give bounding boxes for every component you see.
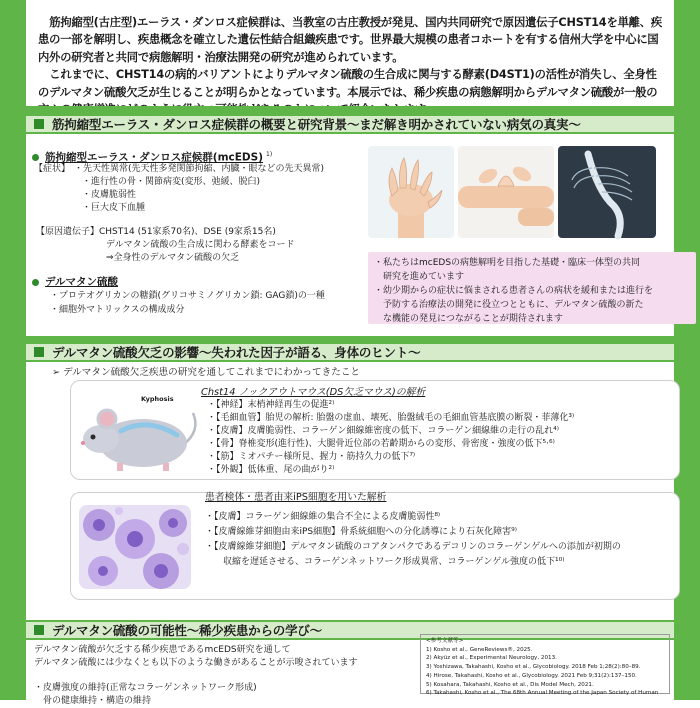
section-potential [26, 620, 674, 706]
knockout-mouse-card [70, 380, 680, 480]
cell-finding: ・【皮膚線維芽細胞由来iPS細胞】骨系統細胞への分化誘導により石灰化障害⁹⁾ [205, 527, 517, 537]
cell-finding: ・【皮膚】コラーゲン細線維の集合不全による皮膚脆弱性⁸⁾ [205, 512, 441, 522]
aim-line: 予防する治療法の開発に役立つとともに、デルマタン硫酸の新た [374, 300, 644, 310]
mouse-finding: ・【外観】低体重、尾の曲がり²⁾ [207, 465, 335, 475]
causal-gene-line: 【原因遺伝子】CHST14 (51家系70名)、DSE (9家系15名) [36, 227, 276, 237]
bullet-dot-icon [32, 154, 39, 161]
spine-xray-illustration [558, 146, 656, 238]
summary-line: デルマタン硫酸には少なくとも以下のような働きがあることが示唆されています [34, 658, 358, 668]
potential-item: ・皮膚強度の維持(正常なコラーゲンネットワーク形成) [34, 683, 257, 693]
mouse-finding: ・【筋】ミオパチー様所見、握力・筋持久力の低下⁷⁾ [207, 452, 416, 462]
cell-finding: 収縮を遅延させる、コラーゲンネットワーク形成異常、コラーゲンゲル強度の低下¹⁰⁾ [205, 557, 565, 567]
mouse-card-title: Chst14 ノックアウトマウス(DS欠乏マウス)の解析 [201, 387, 426, 398]
section-subtitle: ➢ デルマタン硫酸欠乏疾患の研究を通してこれまでにわかってきたこと [52, 367, 361, 378]
reference-item: 4) Hirose, Takahashi, Kosho et al., Glycobiology. 2021 Feb 9;31(2):137–150. [426, 672, 637, 679]
symptom-item: ・先天性異常(先天性多発関節拘縮、内臓・眼などの先天異常) [74, 164, 325, 174]
gene-description: デルマタン硫酸の生合成に関わる酵素をコード [106, 240, 295, 250]
bullet-dot-icon [32, 279, 39, 286]
aim-line: 研究を進めています [374, 272, 465, 282]
mouse-finding: ・【骨】脊椎変形(進行性)、大腿骨近位部の若齢期からの変形、骨密度・強度の低下⁵·⁶⁾ [207, 439, 555, 449]
aim-line: ・幼少期からの症状に悩まされる患者さんの病状を緩和または進行を [374, 286, 654, 296]
section-deficiency [26, 342, 674, 620]
cell-card-title: 患者検体・患者由来iPS細胞を用いた解析 [205, 492, 387, 503]
reference-item: 3) Yoshizawa, Takahashi, Kosho et al., Glycobiology. 2018 Feb 1;28(2):80–89. [426, 664, 641, 671]
reference-item: 5) Kosahara, Takahashi, Kosho et al., Dis Model Mech, 2021. [426, 681, 594, 688]
mouse-illustration [77, 391, 207, 475]
cell-finding: ・【皮膚線維芽細胞】デルマタン硫酸のコアタンパクであるデコリンのコラーゲンゲルへの添加が初期の [205, 542, 621, 552]
ds-item: ・プロテオグリカンの糖鎖(グリコサミノグリカン鎖: GAG鎖)の一種 [50, 291, 325, 301]
section-title: デルマタン硫酸の可能性〜稀少疾患からの学び〜 [52, 623, 322, 638]
reference-item: 6) Takahashi, Kosho et al., The 68th Annual Meeting of the Japan Society of Human [426, 690, 659, 697]
references-box [420, 634, 670, 697]
intro-paragraph-2: これまでに、CHST14の病的バリアントによりデルマタン硫酸の生合成に関与する酵素(D4ST1)の活性が消失し、全身性のデルマタン硫酸欠乏が生じることが明らかとなっています。本展示では、稀少疾患の病態解明からデルマタン硫酸が一般の [38, 68, 658, 99]
square-bullet-icon [34, 625, 44, 635]
research-aims-box [368, 252, 696, 324]
symptoms-label: 【症状】 [34, 164, 71, 174]
symptom-item: ・皮膚脆弱性 [82, 190, 137, 200]
reference-item: 1) Kosho et al., GeneReviews®, 2025. [426, 646, 533, 653]
mouse-finding: ・【神経】末梢神経再生の促進²⁾ [207, 400, 335, 410]
section-title: デルマタン硫酸欠乏の影響〜失われた因子が語る、身体のヒント〜 [52, 345, 421, 360]
square-bullet-icon [34, 347, 44, 357]
ds-item: ・細胞外マトリックスの構成成分 [50, 305, 185, 315]
reference-item: 2) Akyüz et al., Experimental Neurology, 2013. [426, 655, 557, 662]
left-green-border [0, 0, 26, 700]
section-heading [26, 342, 674, 362]
mouse-finding: ・【皮膚】皮膚脆弱性、コラーゲン細線維密度の低下、コラーゲン細線維の走行の乱れ⁴⁾ [207, 426, 559, 436]
gene-consequence: ⇒全身性のデルマタン硫酸の欠乏 [106, 253, 240, 263]
green-divider [0, 106, 700, 114]
dermatan-sulfate-heading: デルマタン硫酸 [32, 276, 118, 289]
square-bullet-icon [34, 119, 44, 129]
aim-line: ・私たちはmcEDSの病態解明を目指した基礎・臨床一体型の共同 [374, 258, 641, 268]
arrow-icon: ➢ [52, 367, 64, 378]
section-overview [26, 114, 674, 336]
section-title: 筋拘縮型エーラス・ダンロス症候群の概要と研究背景〜まだ解き明かされていない病気の真実〜 [52, 117, 581, 132]
aim-line: な機能の発見につながることが期待されます [374, 314, 563, 324]
patient-cells-card [70, 492, 680, 600]
intro-paragraph-1: 筋拘縮型(古庄型)エーラス・ダンロス症候群は、当教室の古庄教授が発見、国内共同研究で原因遺伝子CHST14を単離、疾患の一部を解明し、疾患概念を確立した遺伝性結合組織疾患です。世界最大規模の患者コホートを有する信州大学を中心に国内外の研究者と共同で病態解明・治療法開発の研究が進められています。 [38, 16, 662, 64]
hand-contracture-illustration [368, 146, 454, 238]
mceds-heading: 筋拘縮型エーラス・ダンロス症候群(mcEDS) $^{1)}$ [32, 148, 272, 165]
potential-item: 骨の健康維持・構造の維持 [34, 696, 152, 706]
kyphosis-label: Kyphosis [141, 395, 174, 403]
summary-line: デルマタン硫酸が欠乏する稀少疾患であるmcEDS研究を通して [34, 645, 291, 655]
section-heading [26, 114, 674, 134]
ips-cells-illustration [79, 505, 191, 589]
intro-text [26, 0, 674, 106]
mouse-finding: ・【毛細血管】胎児の解析: 胎盤の虚血、壊死、胎盤絨毛の毛細血管基底膜の断裂・菲薄化³⁾ [207, 413, 575, 423]
symptom-item: ・巨大皮下血腫 [82, 203, 146, 213]
skin-stretch-illustration [458, 146, 554, 238]
symptom-item: ・進行性の骨・関節病変(変形、弛緩、脱臼) [82, 177, 261, 187]
references-title: <参考文献等> [426, 638, 464, 644]
